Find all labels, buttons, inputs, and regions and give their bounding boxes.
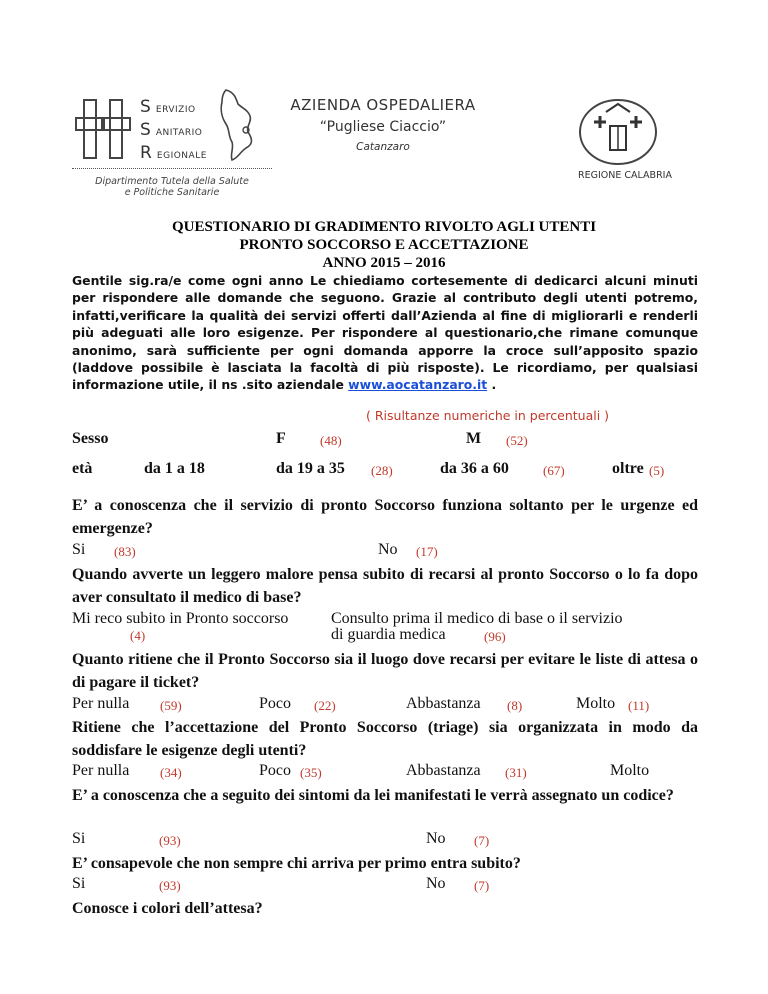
q2-answer-1: Mi reco subito in Pronto soccorso (72, 610, 289, 627)
regione-calabria-emblem-icon (576, 96, 660, 166)
sesso-f-value: (48) (320, 433, 342, 448)
q2-answer-1-value: (4) (130, 628, 146, 643)
q4-answer-poco-value: (35) (300, 765, 322, 780)
website-link[interactable]: www.aocatanzaro.it (348, 377, 488, 393)
question-1: E’ a conoscenza che il servizio di pronto Soccorso funziona soltanto per le urgenze ed emergenze? (72, 497, 698, 537)
sesso-m-label: M (466, 430, 482, 447)
question-6: E’ consapevole che non sempre chi arriva per primo entra subito? (72, 855, 521, 872)
eta-range-1: da 1 a 18 (144, 460, 205, 477)
survey-title-line2: PRONTO SOCCORSO E ACCETTAZIONE (239, 237, 529, 253)
q2-answer-2-line2: di guardia medica (331, 626, 446, 643)
q4-answer-abbastanza: Abbastanza (406, 762, 481, 779)
q1-answer-si-value: (83) (114, 544, 136, 559)
regione-label: REGIONE CALABRIA (578, 170, 672, 181)
sesso-m-value: (52) (506, 433, 528, 448)
q1-answer-no: No (378, 541, 398, 558)
calabria-map-icon (212, 86, 262, 166)
sesso-f-label: F (276, 430, 286, 447)
eta-range-3-value: (67) (543, 463, 565, 478)
q6-answer-si-value: (93) (159, 878, 181, 893)
letterhead (0, 0, 768, 210)
eta-range-3: da 36 a 60 (440, 460, 509, 477)
q6-answer-no: No (426, 875, 446, 892)
q5-answer-no: No (426, 830, 446, 847)
question-3: Quanto ritiene che il Pronto Soccorso sia il luogo dove recarsi per evitare le liste di attesa o di pagare il ticket? (72, 651, 698, 691)
q1-answer-si: Si (72, 541, 86, 558)
ssr-line-sanitario: S ANITARIO (140, 120, 203, 140)
q5-answer-si: Si (72, 830, 86, 847)
logo-divider (72, 168, 272, 169)
question-4: Ritiene che l’accettazione del Pronto Soccorso (triage) sia organizzata in modo da soddisfare le esigenze degli utenti? (72, 719, 698, 759)
question-5: E’ a conoscenza che a seguito dei sintomi da lei manifestati le verrà assegnato un codice? (72, 787, 674, 804)
ssr-line-regionale: R EGIONALE (140, 143, 207, 163)
q3-answer-poco-value: (22) (314, 698, 336, 713)
ssr-line-servizio: S ERVIZIO (140, 97, 196, 117)
q3-answer-abbastanza-value: (8) (507, 698, 523, 713)
eta-range-4-value: (5) (649, 463, 665, 478)
q4-answer-abbastanza-value: (31) (505, 765, 527, 780)
q5-answer-no-value: (7) (474, 833, 490, 848)
q4-answer-molto: Molto (610, 762, 650, 779)
q6-answer-no-value: (7) (474, 878, 490, 893)
q4-answer-poco: Poco (259, 762, 291, 779)
q5-answer-si-value: (93) (159, 833, 181, 848)
q1-answer-no-value: (17) (416, 544, 438, 559)
q2-answer-2-line1: Consulto prima il medico di base o il servizio (331, 610, 623, 627)
q3-answer-poco: Poco (259, 695, 291, 712)
survey-year: ANNO 2015 – 2016 (322, 255, 446, 271)
eta-label: età (72, 460, 93, 477)
intro-paragraph: Gentile sig.ra/e come ogni anno Le chiediamo cortesemente di dedicarci alcuni minuti per rispondere alle domande che seguono. Grazie al contributo degli utenti potremo, infatti,verificare la qualità dei servizi offerti dall’Azienda al fine di migliorarli e renderli più adeguati alle loro esigenze. Per rispondere al questionario,che rimane comunque anonimo, sarà sufficiente per ogni domanda apporre la croce sull’apposito spazio (laddove possibile è lasciata la facoltà di più risposte). Le ricordiamo, per qualsiasi informazione utile, il ns .sito aziendale www.aocatanzaro.it . (72, 273, 698, 393)
q6-answer-si: Si (72, 875, 86, 892)
q2-answer-2-value: (96) (484, 629, 506, 644)
survey-title-line1: QUESTIONARIO DI GRADIMENTO RIVOLTO AGLI UTENTI (171, 219, 597, 235)
ssr-cross-logo-icon (74, 96, 136, 162)
question-2: Quando avverte un leggero malore pensa subito di recarsi al pronto Soccorso o lo fa dopo aver consultato il medico di base? (72, 566, 698, 606)
q3-answer-molto: Molto (576, 695, 616, 712)
eta-range-2-value: (28) (371, 463, 393, 478)
q4-answer-per-nulla-value: (34) (160, 765, 182, 780)
q3-answer-abbastanza: Abbastanza (406, 695, 481, 712)
eta-range-4: oltre (612, 460, 644, 477)
azienda-title: AZIENDA OSPEDALIERA “Pugliese Ciaccio” Catanzaro (290, 96, 476, 153)
question-7: Conosce i colori dell’attesa? (72, 900, 263, 917)
q4-answer-per-nulla: Per nulla (72, 762, 130, 779)
dept-caption: Dipartimento Tutela della Salute e Politiche Sanitarie (95, 176, 249, 198)
q3-answer-per-nulla-value: (59) (160, 698, 182, 713)
q3-answer-per-nulla: Per nulla (72, 695, 130, 712)
eta-range-2: da 19 a 35 (276, 460, 345, 477)
sesso-label: Sesso (72, 430, 109, 447)
q3-answer-molto-value: (11) (628, 698, 650, 713)
results-note: ( Risultanze numeriche in percentuali ) (366, 408, 610, 423)
